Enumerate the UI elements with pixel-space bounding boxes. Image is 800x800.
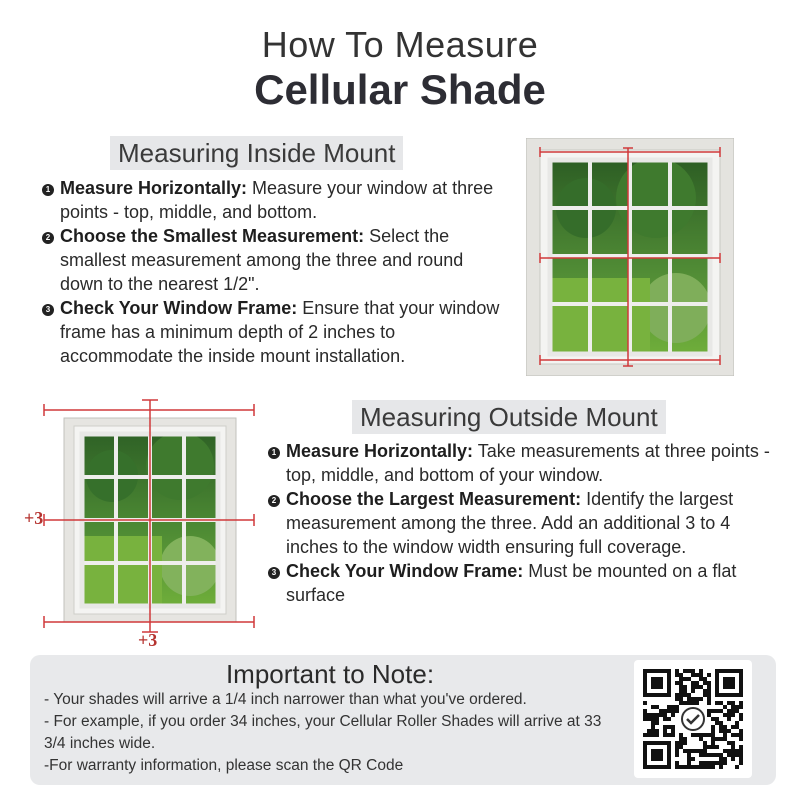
inside-mount-heading: Measuring Inside Mount: [110, 136, 403, 170]
step-text: Identify the largest measurement among the three. Add an additional 3 to 4 inches to the window width ensuring full coverage.: [286, 489, 734, 557]
note-lines: [44, 689, 614, 777]
side-plus-label: +3: [24, 508, 44, 528]
step-text: Measure your window at three points - top, middle, and bottom.: [60, 178, 494, 222]
step-title: Check Your Window Frame:: [60, 298, 298, 318]
note-title: Important to Note:: [225, 659, 435, 689]
step-number-icon: 2: [268, 495, 280, 507]
inside-step-1: [45, 176, 510, 224]
outside-mount-steps: [271, 439, 776, 607]
step-number-icon: 1: [42, 184, 54, 196]
step-text: Select the smallest measurement among the three and round down to the nearest 1/2".: [60, 226, 464, 294]
title-line-2: Cellular Shade: [254, 66, 546, 113]
note-line: - For example, if you order 34 inches, your Cellular Roller Shades will arrive at 33 3/4 inches wide.: [44, 713, 602, 752]
outside-step-3: [271, 559, 776, 607]
outside-mount-heading: Measuring Outside Mount: [352, 400, 666, 434]
inside-mount-window-image: [526, 138, 734, 376]
step-title: Measure Horizontally:: [60, 178, 248, 198]
inside-mount-steps: [45, 176, 510, 368]
important-note-box: [30, 655, 776, 785]
step-text: Must be mounted on a flat surface: [286, 561, 737, 605]
note-line: - Your shades will arrive a 1/4 inch narrower than what you've ordered.: [44, 691, 527, 708]
bottom-plus-label: +3: [138, 630, 158, 650]
note-line: -For warranty information, please scan the QR Code: [44, 757, 404, 774]
outside-step-1: [271, 439, 776, 487]
inside-step-2: [45, 224, 510, 296]
step-title: Choose the Smallest Measurement:: [60, 226, 365, 246]
qr-code[interactable]: [634, 660, 752, 778]
inside-step-3: [45, 296, 510, 368]
step-title: Check Your Window Frame:: [286, 561, 524, 581]
title-line-1: How To Measure: [261, 24, 539, 65]
step-number-icon: 3: [268, 567, 280, 579]
step-title: Measure Horizontally:: [286, 441, 474, 461]
outside-mount-window-image: [20, 396, 265, 656]
step-text: Take measurements at three points - top, middle, and bottom of your window.: [286, 441, 770, 485]
qr-code-icon: [634, 660, 752, 778]
step-number-icon: 3: [42, 304, 54, 316]
step-text: Ensure that your window frame has a minimum depth of 2 inches to accommodate the inside mount installation.: [60, 298, 500, 366]
step-number-icon: 2: [42, 232, 54, 244]
step-title: Choose the Largest Measurement:: [286, 489, 582, 509]
step-number-icon: 1: [268, 447, 280, 459]
outside-step-2: [271, 487, 776, 559]
